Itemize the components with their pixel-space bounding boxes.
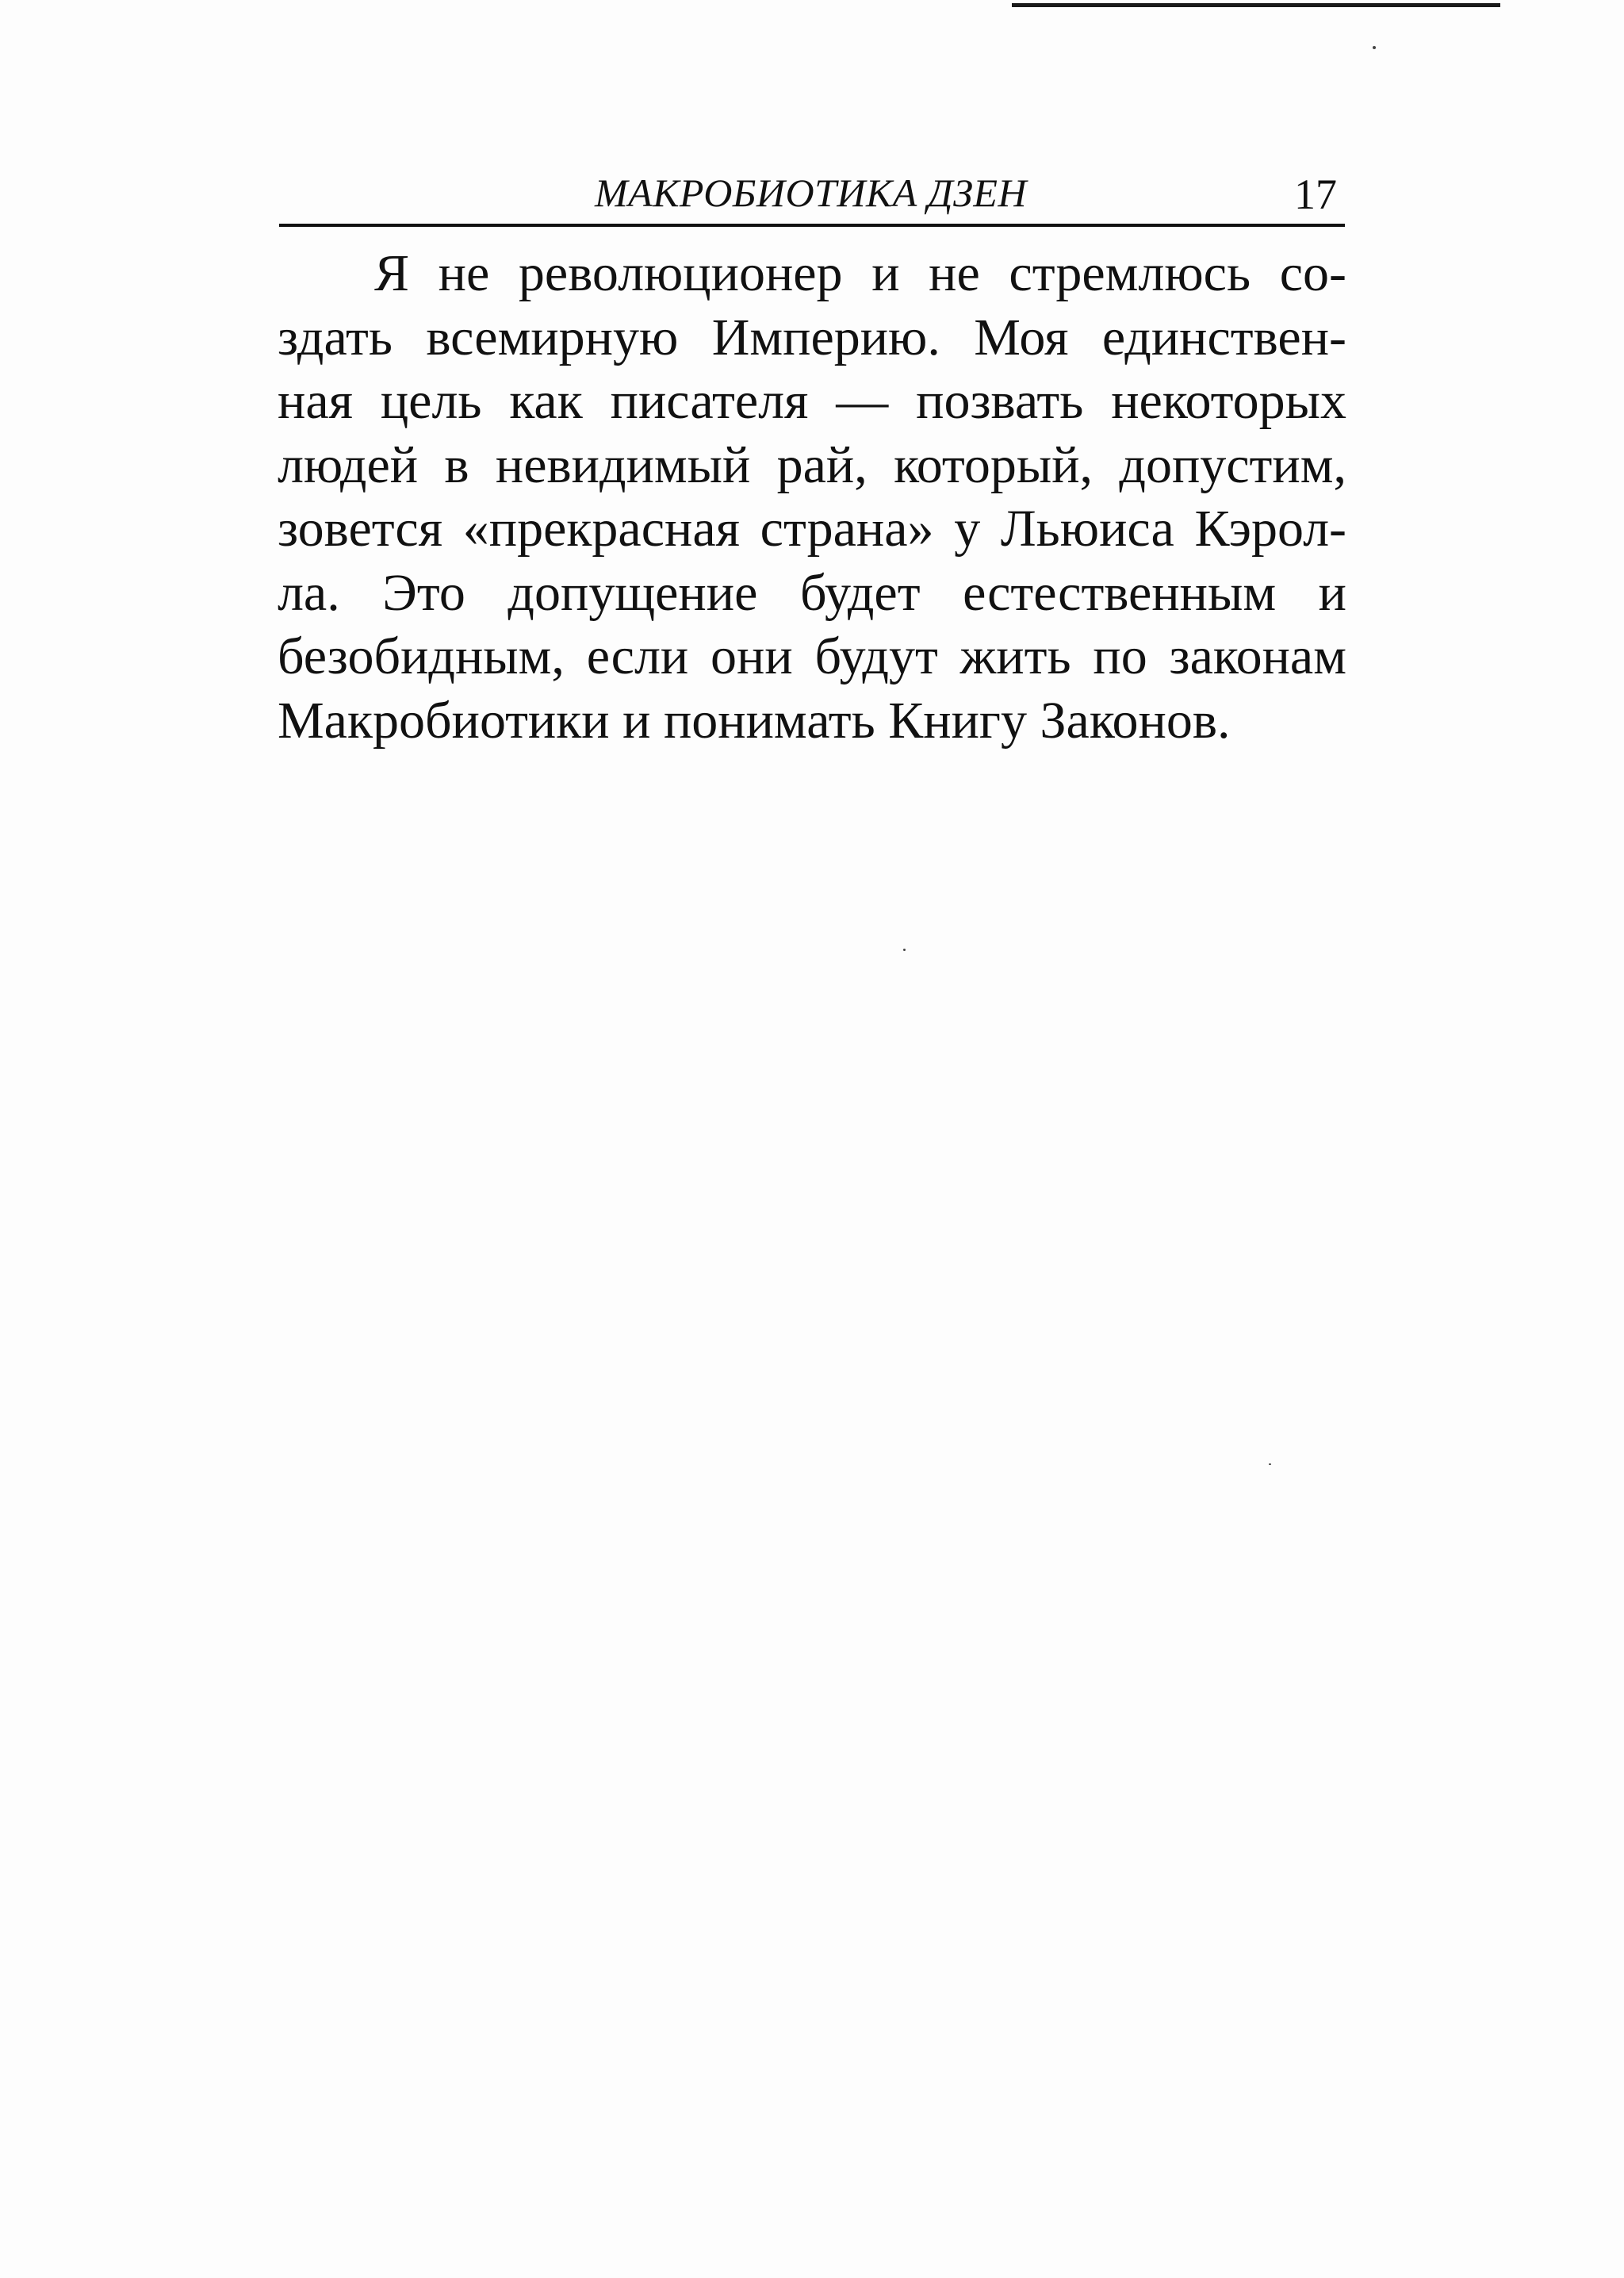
scan-speck [903,949,906,951]
paragraph-line: зовется «прекрасная страна» у Льюиса Кэрол- [278,500,1346,558]
running-head-title: МАКРОБИОТИКА ДЗЕН [595,171,1027,215]
scan-speck [1373,46,1376,49]
paragraph-line: людей в невидимый рай, который, допустим, [278,435,1346,494]
running-head [279,159,1345,227]
paragraph-line: здать всемирную Империю. Моя единствен- [278,308,1346,366]
body-paragraph [278,242,1346,753]
paragraph-line: Я не революционер и не стремлюсь со- [374,244,1346,302]
page-number: 17 [1294,171,1337,218]
paragraph-line: безобидным, если они будут жить по законам [278,627,1346,685]
paragraph-line: Макробиотики и понимать Книгу Законов. [278,691,1231,750]
paragraph-line: ла. Это допущение будет естественным и [278,563,1346,622]
top-edge-rule [1012,3,1500,7]
scan-speck [1269,1463,1271,1465]
paragraph-line: ная цель как писателя — позвать некоторых [278,372,1346,430]
